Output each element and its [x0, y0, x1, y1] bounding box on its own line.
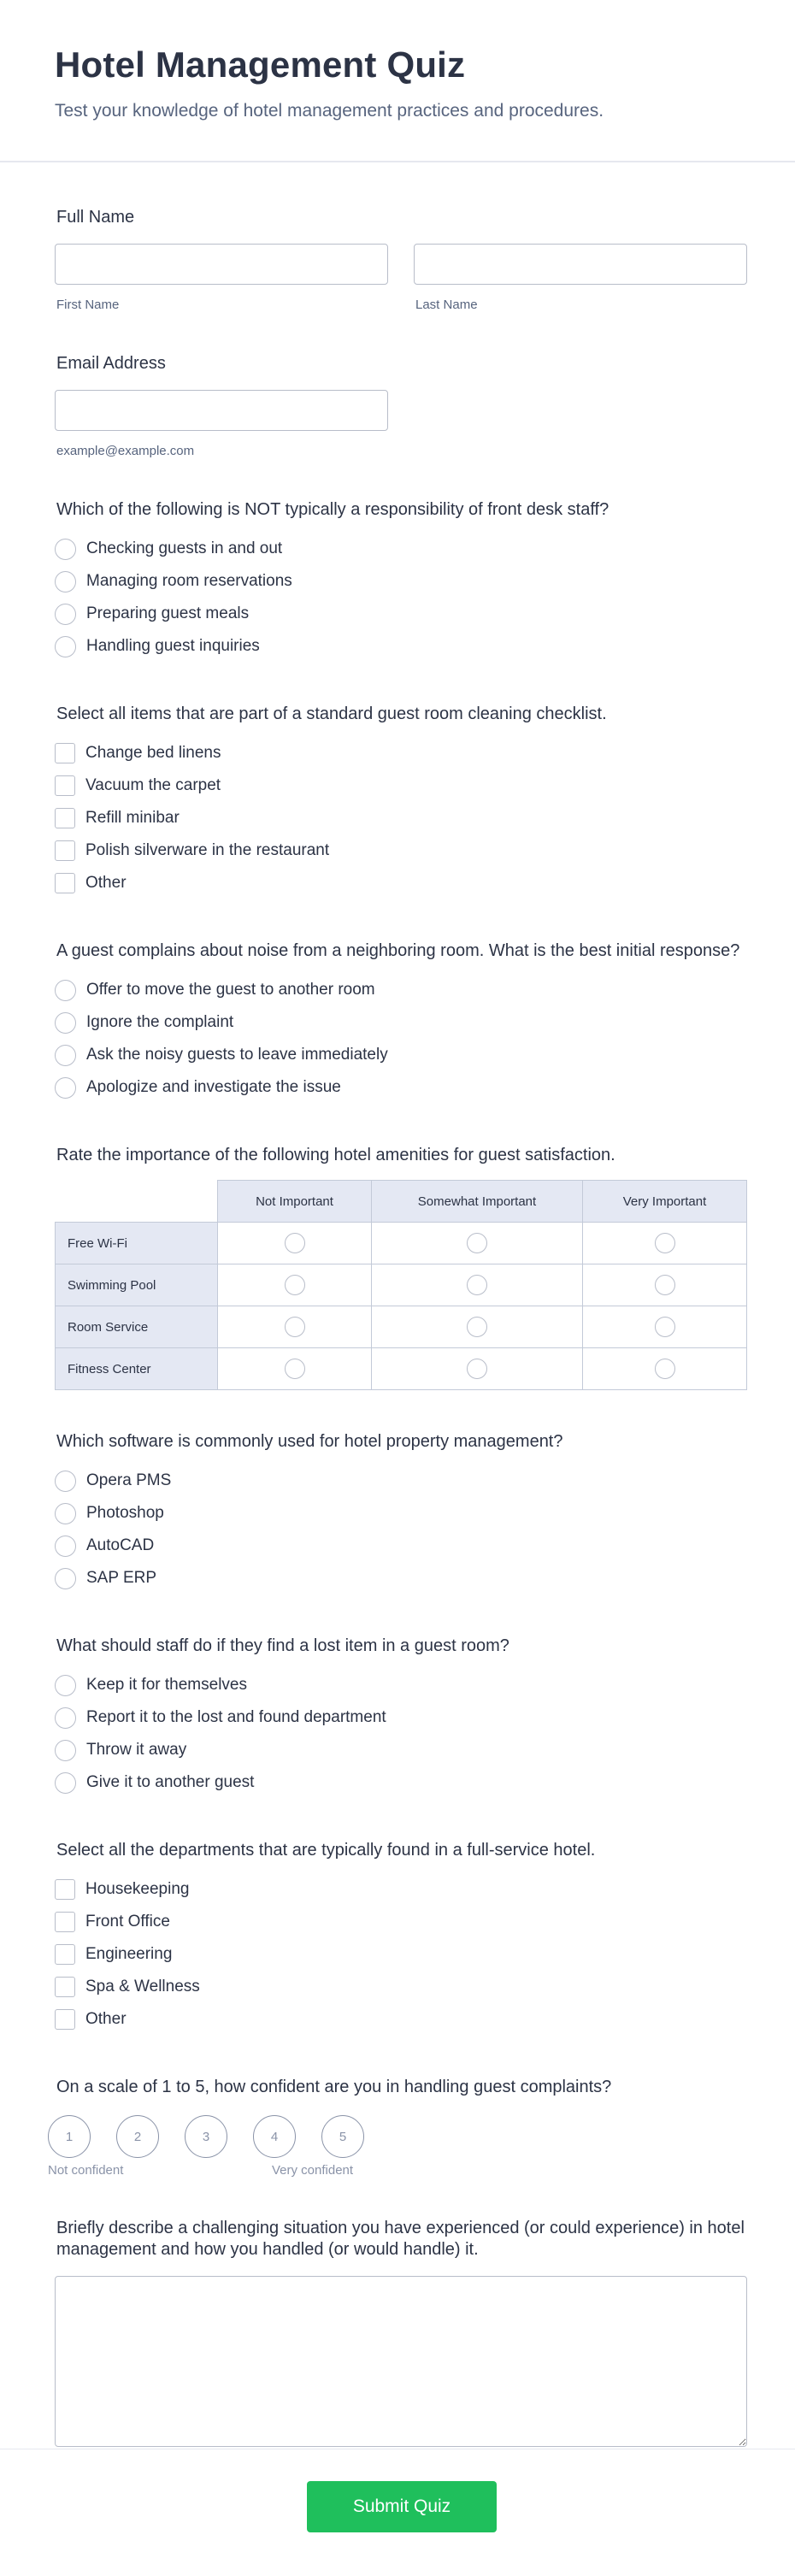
confidence-scale-question: [48, 2077, 751, 2184]
checkbox[interactable]: [55, 873, 75, 893]
radio-button[interactable]: [55, 1503, 76, 1524]
option-label: Give it to another guest: [86, 1773, 255, 1791]
radio-button[interactable]: [55, 980, 76, 1001]
scale-option-1[interactable]: 1: [48, 2115, 91, 2158]
pms-software-question: [55, 1431, 751, 1595]
option-label: Apologize and investigate the issue: [86, 1078, 341, 1096]
checkbox[interactable]: [55, 2009, 75, 2030]
checkbox-option[interactable]: [55, 769, 751, 802]
checkbox[interactable]: [55, 808, 75, 828]
option-label: Other: [85, 874, 127, 892]
form-header: [0, 0, 795, 162]
scale-high-label: Very confident: [272, 2163, 354, 2178]
full-name-question: [55, 207, 751, 312]
radio-option[interactable]: [55, 1701, 751, 1734]
matrix-radio[interactable]: [467, 1233, 487, 1253]
radio-option[interactable]: [55, 1734, 751, 1766]
option-label: Engineering: [85, 1945, 173, 1963]
radio-option[interactable]: [55, 1562, 751, 1595]
quiz-form: [0, 207, 795, 2447]
matrix-radio[interactable]: [285, 1359, 305, 1379]
checkbox-option[interactable]: [55, 737, 751, 769]
option-label: Report it to the lost and found department: [86, 1708, 386, 1726]
radio-button[interactable]: [55, 539, 76, 560]
matrix-row-label: Fitness Center: [56, 1348, 218, 1390]
email-sublabel: example@example.com: [56, 444, 195, 458]
question-label: What should staff do if they find a lost item in a guest room?: [56, 1636, 509, 1655]
matrix-row-label: Swimming Pool: [56, 1264, 218, 1306]
last-name-input[interactable]: [414, 244, 747, 285]
departments-question: [55, 1840, 751, 2036]
checkbox-option[interactable]: [55, 1971, 751, 2003]
amenities-matrix-question: [55, 1145, 751, 1390]
radio-option[interactable]: [55, 1766, 751, 1799]
matrix-radio[interactable]: [285, 1275, 305, 1295]
radio-option[interactable]: [55, 1530, 751, 1562]
last-name-sublabel: Last Name: [415, 298, 478, 312]
email-label: Email Address: [56, 354, 166, 373]
radio-button[interactable]: [55, 1471, 76, 1492]
challenge-description-question: [55, 2218, 751, 2447]
form-subtitle: Test your knowledge of hotel management practices and procedures.: [55, 101, 604, 121]
scale-rating: [48, 2115, 751, 2158]
radio-option[interactable]: [55, 630, 751, 663]
checkbox[interactable]: [55, 1879, 75, 1900]
checkbox[interactable]: [55, 840, 75, 861]
matrix-radio[interactable]: [655, 1233, 675, 1253]
checkbox-option[interactable]: [55, 1906, 751, 1938]
cleaning-checklist-question: [55, 704, 751, 899]
matrix-radio[interactable]: [655, 1275, 675, 1295]
radio-button[interactable]: [55, 1045, 76, 1066]
matrix-column-header: Very Important: [583, 1181, 747, 1223]
radio-option[interactable]: [55, 1669, 751, 1701]
scale-low-label: Not confident: [48, 2163, 124, 2178]
question-label: On a scale of 1 to 5, how confident are you in handling guest complaints?: [56, 2078, 612, 2096]
question-label: Which software is commonly used for hotel property management?: [56, 1432, 563, 1451]
email-question: [55, 353, 751, 458]
option-label: Handling guest inquiries: [86, 637, 260, 655]
radio-button[interactable]: [55, 571, 76, 592]
question-label: Which of the following is NOT typically a responsibility of front desk staff?: [56, 500, 610, 519]
radio-button[interactable]: [55, 636, 76, 657]
checkbox-option[interactable]: [55, 2003, 751, 2036]
radio-button[interactable]: [55, 1536, 76, 1557]
checkbox[interactable]: [55, 775, 75, 796]
matrix-row-label: Room Service: [56, 1306, 218, 1348]
matrix-radio[interactable]: [655, 1359, 675, 1379]
question-label: Select all the departments that are typically found in a full-service hotel.: [56, 1841, 596, 1860]
matrix-row-label: Free Wi-Fi: [56, 1223, 218, 1264]
radio-option[interactable]: [55, 974, 751, 1006]
option-label: SAP ERP: [86, 1569, 157, 1587]
radio-option[interactable]: [55, 1039, 751, 1071]
radio-button[interactable]: [55, 1077, 76, 1099]
matrix-column-header: Somewhat Important: [372, 1181, 583, 1223]
checkbox[interactable]: [55, 1944, 75, 1965]
option-label: Checking guests in and out: [86, 539, 283, 557]
matrix-row: [56, 1264, 747, 1306]
matrix-radio[interactable]: [285, 1317, 305, 1337]
radio-button[interactable]: [55, 1675, 76, 1696]
checkbox-option[interactable]: [55, 834, 751, 867]
scale-option-4[interactable]: 4: [253, 2115, 296, 2158]
option-label: Change bed linens: [85, 744, 221, 762]
matrix-radio[interactable]: [467, 1275, 487, 1295]
option-label: Preparing guest meals: [86, 604, 250, 622]
noise-complaint-question: [55, 940, 751, 1104]
radio-option[interactable]: [55, 1465, 751, 1497]
radio-button[interactable]: [55, 1568, 76, 1589]
checkbox-option[interactable]: [55, 1938, 751, 1971]
option-label: Photoshop: [86, 1504, 164, 1522]
checkbox-option[interactable]: [55, 1873, 751, 1906]
radio-option[interactable]: [55, 1071, 751, 1104]
option-label: Housekeeping: [85, 1880, 190, 1898]
radio-button[interactable]: [55, 1772, 76, 1794]
question-label: Briefly describe a challenging situation you have experienced (or could experience) in hotel management and how you handled (or would handle) it.: [56, 2219, 745, 2259]
radio-option[interactable]: [55, 533, 751, 565]
matrix-radio[interactable]: [467, 1317, 487, 1337]
lost-item-question: [55, 1636, 751, 1799]
first-name-input[interactable]: [55, 244, 388, 285]
front-desk-question: [55, 499, 751, 663]
checkbox[interactable]: [55, 1977, 75, 1997]
radio-option[interactable]: [55, 1497, 751, 1530]
radio-option[interactable]: [55, 565, 751, 598]
email-input[interactable]: [55, 390, 388, 431]
option-label: Ask the noisy guests to leave immediately: [86, 1046, 388, 1064]
first-name-sublabel: First Name: [56, 298, 120, 312]
matrix-radio[interactable]: [467, 1359, 487, 1379]
option-label: AutoCAD: [86, 1536, 155, 1554]
radio-button[interactable]: [55, 1012, 76, 1034]
option-label: Managing room reservations: [86, 572, 292, 590]
full-name-label: Full Name: [56, 208, 135, 227]
matrix-radio[interactable]: [285, 1233, 305, 1253]
matrix-row: [56, 1348, 747, 1390]
matrix-row: [56, 1306, 747, 1348]
option-label: Front Office: [85, 1913, 170, 1931]
challenge-description-textarea[interactable]: [55, 2276, 747, 2447]
question-label: Select all items that are part of a standard guest room cleaning checklist.: [56, 704, 607, 723]
option-label: Vacuum the carpet: [85, 776, 221, 794]
option-label: Keep it for themselves: [86, 1676, 247, 1694]
option-label: Ignore the complaint: [86, 1013, 234, 1031]
radio-option[interactable]: [55, 598, 751, 630]
matrix-row: [56, 1223, 747, 1264]
checkbox-option[interactable]: [55, 867, 751, 899]
question-label: A guest complains about noise from a neighboring room. What is the best initial response?: [56, 941, 740, 960]
scale-option-2[interactable]: 2: [116, 2115, 159, 2158]
matrix-radio[interactable]: [655, 1317, 675, 1337]
option-label: Opera PMS: [86, 1471, 172, 1489]
scale-option-5[interactable]: 5: [321, 2115, 364, 2158]
submit-quiz-button[interactable]: Submit Quiz: [307, 2481, 497, 2532]
option-label: Offer to move the guest to another room: [86, 981, 375, 999]
option-label: Refill minibar: [85, 809, 180, 827]
amenities-matrix: [55, 1180, 747, 1390]
radio-button[interactable]: [55, 1707, 76, 1729]
scale-option-3[interactable]: 3: [185, 2115, 227, 2158]
form-footer: [0, 2449, 795, 2576]
option-label: Other: [85, 2010, 127, 2028]
option-label: Throw it away: [86, 1741, 187, 1759]
radio-button[interactable]: [55, 1740, 76, 1761]
option-label: Polish silverware in the restaurant: [85, 841, 330, 859]
radio-button[interactable]: [55, 604, 76, 625]
matrix-column-header: Not Important: [218, 1181, 372, 1223]
question-label: Rate the importance of the following hotel amenities for guest satisfaction.: [56, 1146, 615, 1164]
form-title: Hotel Management Quiz: [55, 44, 466, 85]
option-label: Spa & Wellness: [85, 1978, 200, 1995]
checkbox-option[interactable]: [55, 802, 751, 834]
checkbox[interactable]: [55, 743, 75, 763]
checkbox[interactable]: [55, 1912, 75, 1932]
radio-option[interactable]: [55, 1006, 751, 1039]
